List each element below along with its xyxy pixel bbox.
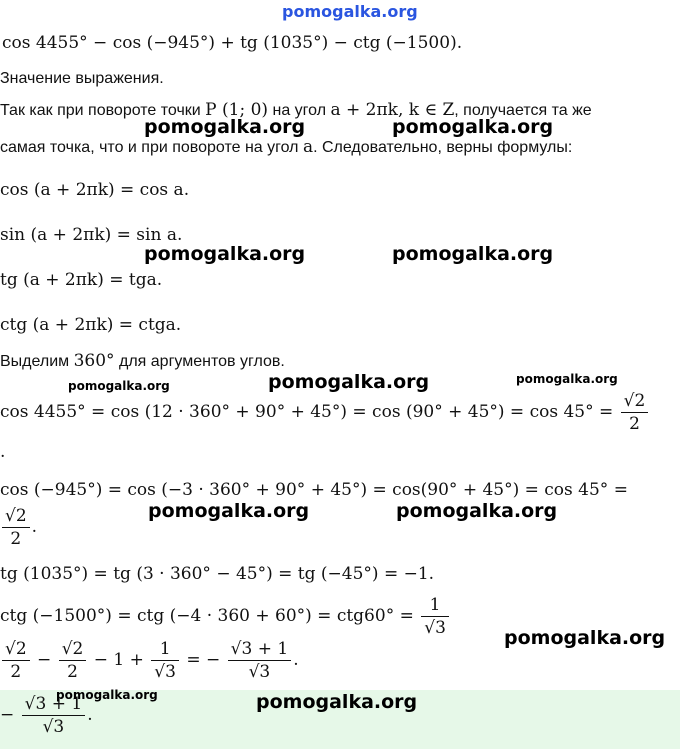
watermark: pomogalka.org (396, 500, 558, 522)
heading-value: Значение выражения. (0, 70, 164, 87)
fraction-1-over-sqrt3 (151, 638, 179, 683)
text-line-2 (0, 137, 572, 157)
eq4-text: ctg (−1500°) = ctg (−4 · 360 + 60°) = ctg60° = (0, 606, 414, 626)
frac-num: √2 (59, 638, 87, 661)
eq1-text: cos 4455° = cos (12 · 360° + 90° + 45°) = cos (90° + 45°) = cos 45° = (0, 402, 614, 422)
formula-sin: sin (a + 2πk) = sin a. (0, 225, 183, 245)
frac-den: √3 (42, 717, 65, 737)
select-line (0, 351, 285, 371)
text2-part-b: . Следовательно, верны формулы: (313, 139, 573, 156)
watermark: pomogalka.org (516, 372, 618, 386)
sum-equation (0, 638, 299, 683)
sum-minus: − (31, 650, 57, 670)
sum-equals-minus: = − (180, 650, 226, 670)
frac-den: 2 (10, 662, 22, 682)
eq2-period: . (31, 517, 38, 537)
fraction-sqrt2-over-2 (59, 638, 87, 683)
frac-den: √3 (154, 662, 176, 682)
eq2-result (0, 505, 37, 550)
frac-den: √3 (424, 618, 446, 638)
watermark: pomogalka.org (148, 500, 310, 522)
watermark: pomogalka.org (392, 243, 554, 265)
fraction-sqrt2-over-2 (2, 638, 30, 683)
watermark: pomogalka.org (68, 379, 170, 393)
eq1-period: . (0, 442, 6, 462)
frac-num: √2 (2, 638, 30, 661)
select-math: 360° (73, 351, 115, 371)
text1-part-b: на угол (268, 102, 331, 119)
answer-minus: − (0, 705, 20, 725)
watermark: pomogalka.org (504, 627, 666, 649)
frac-num: 1 (421, 594, 449, 617)
frac-num: √2 (621, 390, 649, 413)
watermark: pomogalka.org (392, 116, 554, 138)
watermark-top[interactable]: pomogalka.org (282, 2, 418, 21)
expression-line: cos 4455° − cos (−945°) + tg (1035°) − ctg (−1500). (2, 33, 463, 53)
equation-tg1035: tg (1035°) = tg (3 · 360° − 45°) = tg (−45°) = −1. (0, 564, 435, 584)
fraction-sqrt3plus1-over-sqrt3 (228, 638, 292, 683)
frac-den: √3 (248, 662, 271, 682)
frac-den: 2 (67, 662, 78, 682)
frac-den: 2 (10, 529, 22, 549)
formula-tg: tg (a + 2πk) = tga. (0, 270, 163, 290)
equation-cos-945: cos (−945°) = cos (−3 · 360° + 90° + 45°) = cos(90° + 45°) = cos 45° = (0, 480, 628, 500)
select-part-b: для аргументов углов. (114, 353, 285, 370)
text1-math-point: P (1; 0) (205, 100, 269, 120)
frac-num: √3 + 1 (22, 693, 86, 716)
text2-math: a (302, 137, 314, 157)
fraction-sqrt2-over-2 (621, 390, 649, 435)
fraction-sqrt2-over-2 (2, 505, 30, 550)
formula-ctg: ctg (a + 2πk) = ctga. (0, 315, 182, 335)
equation-ctg-1500 (0, 594, 451, 639)
watermark: pomogalka.org (144, 116, 306, 138)
frac-num: 1 (151, 638, 179, 661)
frac-den: 2 (629, 414, 640, 434)
text1-part-a: Так как при повороте точки (0, 102, 206, 119)
frac-num: √3 + 1 (228, 638, 292, 661)
answer-period: . (87, 705, 93, 725)
watermark: pomogalka.org (56, 688, 158, 702)
watermark: pomogalka.org (256, 691, 418, 713)
watermark: pomogalka.org (268, 371, 430, 393)
text1-math-angle: a + 2πk, k ∈ Z (330, 100, 455, 120)
equation-cos4455 (0, 390, 650, 435)
fraction-1-over-sqrt3 (421, 594, 449, 639)
formula-cos: cos (a + 2πk) = cos a. (0, 180, 190, 200)
frac-num: √2 (2, 505, 30, 528)
text1-part-c: , получается та же (454, 102, 592, 119)
watermark: pomogalka.org (144, 243, 306, 265)
sum-minus-one-plus: − 1 + (88, 650, 150, 670)
sum-period: . (293, 650, 299, 670)
select-part-a: Выделим (0, 353, 74, 370)
text2-part-a: самая точка, что и при повороте на угол (0, 139, 303, 156)
